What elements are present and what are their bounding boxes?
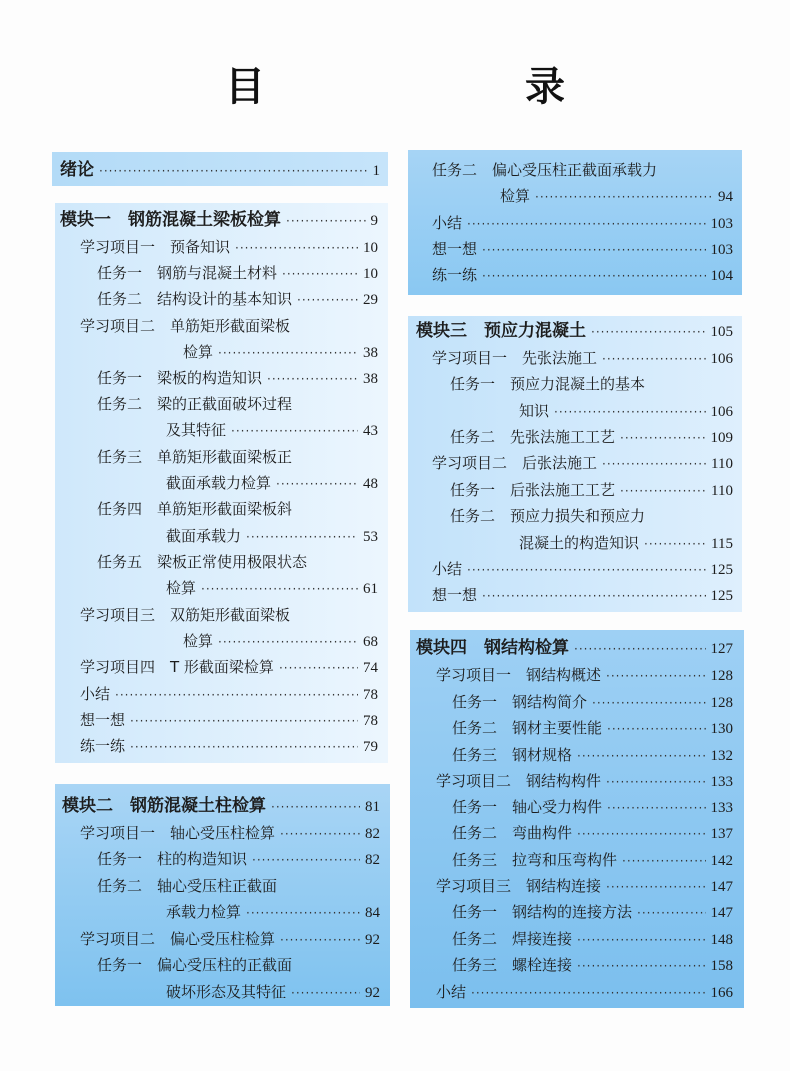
toc-entry[interactable] [432, 585, 733, 606]
toc-entry[interactable] [452, 797, 733, 818]
toc-dot-leader [280, 824, 360, 844]
toc-page-number: 84 [365, 905, 380, 921]
toc-entry-label: 任务一 钢筋与混凝土材料 [97, 264, 278, 282]
toc-entry-label: 任务一 偏心受压柱的正截面 [97, 956, 293, 974]
toc-dot-leader [482, 240, 705, 260]
toc-entry-label: 任务一 后张法施工工艺 [450, 481, 616, 499]
toc-page-number: 125 [710, 562, 733, 578]
toc-page-number: 103 [710, 242, 733, 258]
toc-dot-leader [218, 632, 358, 652]
toc-entry-label: 知识 [519, 402, 550, 420]
toc-entry[interactable] [452, 850, 733, 871]
toc-entry[interactable] [432, 348, 733, 369]
toc-page-number: 74 [363, 660, 378, 676]
toc-entry[interactable] [452, 955, 733, 976]
toc-dot-leader [246, 527, 358, 547]
toc-entry[interactable] [436, 665, 733, 686]
toc-page-number: 43 [363, 423, 378, 439]
toc-page-number: 128 [710, 695, 733, 711]
toc-entry-label: 及其特征 [166, 421, 227, 439]
toc-dot-leader [246, 903, 360, 923]
toc-entry-label: 任务二 先张法施工工艺 [450, 428, 616, 446]
toc-page-number: 92 [365, 932, 380, 948]
toc-entry-label: 任务二 预应力损失和预应力 [450, 507, 646, 525]
toc-dot-leader [267, 369, 358, 389]
toc-entry-label: 模块四 钢结构检算 [416, 638, 569, 658]
toc-entry-label: 检算 [183, 343, 214, 361]
toc-entry-label: 学习项目三 钢结构连接 [436, 877, 602, 895]
toc-entry[interactable] [80, 929, 380, 950]
toc-heading-entry[interactable] [62, 796, 380, 817]
toc-entry-label: 模块三 预应力混凝土 [416, 321, 586, 341]
toc-dot-leader [602, 349, 705, 369]
toc-page-number: 94 [718, 189, 733, 205]
toc-entry[interactable] [432, 239, 733, 260]
toc-heading-entry[interactable] [416, 638, 733, 659]
toc-dot-leader [99, 161, 368, 181]
toc-entry-label: 截面承载力检算 [166, 474, 272, 492]
toc-dot-leader [297, 290, 358, 310]
toc-entry-label: 学习项目一 预备知识 [80, 238, 231, 256]
toc-entry[interactable] [432, 559, 733, 580]
toc-page-number: 158 [710, 958, 733, 974]
toc-entry[interactable] [450, 480, 733, 501]
toc-entry[interactable] [80, 736, 378, 757]
toc-entry[interactable] [519, 533, 733, 554]
toc-page-number: 128 [710, 668, 733, 684]
toc-entry-label: 小结 [432, 214, 463, 232]
toc-dot-leader [282, 264, 358, 284]
toc-page-number: 10 [363, 240, 378, 256]
toc-page-number: 110 [711, 456, 733, 472]
toc-page-number: 10 [363, 266, 378, 282]
toc-dot-leader [252, 850, 360, 870]
toc-entry[interactable] [97, 289, 378, 310]
toc-page-number: 133 [710, 800, 733, 816]
toc-entry-label: 任务三 拉弯和压弯构件 [452, 851, 618, 869]
toc-entry-label: 检算 [166, 579, 197, 597]
toc-dot-leader [286, 211, 366, 231]
toc-entry[interactable] [452, 692, 733, 713]
toc-entry-label: 小结 [432, 560, 463, 578]
toc-page-number: 79 [363, 739, 378, 755]
toc-entry-label: 绪论 [60, 160, 94, 180]
toc-dot-leader [482, 586, 705, 606]
toc-page-number: 115 [711, 536, 733, 552]
toc-entry-label: 任务三 螺栓连接 [452, 956, 573, 974]
toc-dot-leader [280, 930, 360, 950]
toc-entry[interactable] [80, 237, 378, 258]
toc-page-number: 104 [710, 268, 733, 284]
toc-dot-leader [606, 666, 705, 686]
toc-entry[interactable] [450, 374, 733, 394]
toc-entry-label: 模块二 钢筋混凝土柱检算 [62, 796, 266, 816]
toc-entry[interactable] [97, 447, 378, 467]
toc-page-number: 82 [365, 852, 380, 868]
toc-dot-leader [291, 983, 360, 1003]
toc-entry-label: 小结 [80, 685, 111, 703]
toc-entry-label: 任务二 梁的正截面破坏过程 [97, 395, 293, 413]
toc-page-number: 142 [710, 853, 733, 869]
toc-dot-leader [467, 560, 705, 580]
toc-entry-label: 学习项目一 轴心受压柱检算 [80, 824, 276, 842]
toc-entry-label: 任务二 结构设计的基本知识 [97, 290, 293, 308]
toc-entry-label: 任务一 轴心受力构件 [452, 798, 603, 816]
toc-dot-leader [637, 903, 705, 923]
toc-dot-leader [554, 402, 705, 422]
toc-page-number: 38 [363, 345, 378, 361]
toc-dot-leader [279, 658, 358, 678]
toc-dot-leader [276, 474, 358, 494]
toc-entry-label: 任务一 柱的构造知识 [97, 850, 248, 868]
toc-dot-leader [115, 685, 358, 705]
toc-entry[interactable] [166, 473, 378, 494]
toc-dot-leader [471, 983, 705, 1003]
toc-page-number: 29 [363, 292, 378, 308]
toc-entry[interactable] [436, 876, 733, 897]
toc-entry-label: 学习项目一 钢结构概述 [436, 666, 602, 684]
toc-heading-entry[interactable] [60, 160, 380, 181]
toc-entry[interactable] [450, 427, 733, 448]
toc-entry[interactable] [166, 902, 380, 923]
toc-page-number: 127 [710, 641, 733, 657]
toc-dot-leader [467, 214, 705, 234]
toc-page-number: 110 [711, 483, 733, 499]
toc-page-number: 147 [710, 879, 733, 895]
toc-dot-leader [591, 322, 706, 342]
toc-dot-leader [130, 711, 358, 731]
toc-dot-leader [235, 238, 358, 258]
toc-entry[interactable] [97, 499, 378, 519]
toc-page-number: 137 [710, 826, 733, 842]
toc-entry[interactable] [97, 368, 378, 389]
toc-entry-label: 练一练 [80, 737, 126, 755]
toc-entry-label: 学习项目二 单筋矩形截面梁板 [80, 317, 291, 335]
toc-dot-leader [622, 851, 705, 871]
toc-dot-leader [574, 639, 706, 659]
toc-entry[interactable] [166, 578, 378, 599]
toc-dot-leader [577, 824, 705, 844]
toc-entry-label: 承载力检算 [166, 903, 242, 921]
toc-entry[interactable] [166, 982, 380, 1003]
toc-entry-label: 学习项目二 钢结构构件 [436, 772, 602, 790]
toc-dot-leader [218, 343, 358, 363]
toc-entry[interactable] [166, 420, 378, 441]
toc-entry[interactable] [452, 718, 733, 739]
toc-entry-label: 截面承载力 [166, 527, 242, 545]
toc-dot-leader [577, 930, 705, 950]
toc-dot-leader [577, 746, 705, 766]
page-title: 目 录 [225, 64, 625, 110]
toc-dot-leader [271, 797, 360, 817]
toc-heading-entry[interactable] [416, 321, 733, 342]
toc-page-number: 82 [365, 826, 380, 842]
toc-page-number: 38 [363, 371, 378, 387]
toc-page-number: 81 [365, 799, 380, 815]
toc-page-number: 125 [710, 588, 733, 604]
toc-entry-label: 破坏形态及其特征 [166, 983, 287, 1001]
toc-entry-label: 任务一 梁板的构造知识 [97, 369, 263, 387]
toc-dot-leader [592, 693, 705, 713]
toc-entry-label: 想一想 [432, 240, 478, 258]
toc-page-number: 78 [363, 713, 378, 729]
toc-entry[interactable] [97, 849, 380, 870]
toc-dot-leader [606, 772, 705, 792]
toc-entry-label: 任务一 预应力混凝土的基本 [450, 375, 646, 393]
toc-entry[interactable] [436, 982, 733, 1003]
toc-page-number: 48 [363, 476, 378, 492]
toc-page-number: 132 [710, 748, 733, 764]
toc-dot-leader [602, 454, 706, 474]
toc-entry-label: 学习项目二 偏心受压柱检算 [80, 930, 276, 948]
toc-entry[interactable] [452, 745, 733, 766]
toc-entry[interactable] [80, 657, 378, 678]
toc-entry[interactable] [436, 771, 733, 792]
toc-entry[interactable] [183, 631, 378, 652]
toc-entry-label: 检算 [183, 632, 214, 650]
toc-module-4-panel [410, 630, 744, 1008]
toc-entry-label: 任务二 焊接连接 [452, 930, 573, 948]
toc-entry[interactable] [452, 902, 733, 923]
toc-page-number: 133 [710, 774, 733, 790]
toc-entry[interactable] [432, 453, 733, 474]
toc-dot-leader [607, 719, 705, 739]
toc-page-number: 106 [710, 351, 733, 367]
toc-entry[interactable] [500, 186, 733, 207]
toc-entry-label: 检算 [500, 187, 531, 205]
toc-page-number: 68 [363, 634, 378, 650]
toc-dot-leader [620, 481, 706, 501]
toc-dot-leader [482, 266, 705, 286]
toc-page-number: 130 [710, 721, 733, 737]
toc-entry-label: 学习项目一 先张法施工 [432, 349, 598, 367]
toc-page-number: 147 [710, 905, 733, 921]
toc-entry-label: 想一想 [432, 586, 478, 604]
toc-entry[interactable] [80, 605, 378, 625]
toc-page-number: 109 [710, 430, 733, 446]
toc-entry[interactable] [519, 401, 733, 422]
toc-page-number: 92 [365, 985, 380, 1001]
toc-dot-leader [620, 428, 705, 448]
toc-entry[interactable] [97, 955, 380, 975]
toc-entry-label: 任务四 单筋矩形截面梁板斜 [97, 500, 293, 518]
toc-page-number: 106 [710, 404, 733, 420]
toc-entry[interactable] [97, 876, 380, 896]
toc-entry-label: 任务三 钢材规格 [452, 746, 573, 764]
toc-entry[interactable] [450, 506, 733, 526]
toc-entry[interactable] [80, 710, 378, 731]
toc-page-number: 166 [710, 985, 733, 1001]
toc-entry[interactable] [166, 526, 378, 547]
toc-entry[interactable] [97, 263, 378, 284]
toc-entry-label: 任务一 钢结构简介 [452, 693, 588, 711]
toc-page-number: 105 [710, 324, 733, 340]
toc-entry[interactable] [80, 823, 380, 844]
toc-entry-label: 练一练 [432, 266, 478, 284]
toc-page-number: 1 [372, 163, 380, 179]
toc-entry-label: 任务一 钢结构的连接方法 [452, 903, 633, 921]
toc-entry[interactable] [432, 265, 733, 286]
toc-entry[interactable] [80, 316, 378, 336]
toc-entry-label: 学习项目三 双筋矩形截面梁板 [80, 606, 291, 624]
toc-entry-label: 小结 [436, 983, 467, 1001]
toc-entry-label: 想一想 [80, 711, 126, 729]
toc-entry[interactable] [80, 684, 378, 705]
toc-entry-label: 任务三 单筋矩形截面梁板正 [97, 448, 293, 466]
toc-entry-label: 模块一 钢筋混凝土梁板检算 [60, 210, 281, 230]
toc-heading-entry[interactable] [60, 210, 378, 231]
toc-page-number: 103 [710, 216, 733, 232]
toc-dot-leader [535, 187, 713, 207]
toc-entry[interactable] [452, 929, 733, 950]
toc-entry-label: 混凝土的构造知识 [519, 534, 640, 552]
toc-dot-leader [644, 534, 706, 554]
toc-entry-label: 任务二 轴心受压柱正截面 [97, 877, 278, 895]
toc-dot-leader [577, 956, 705, 976]
toc-entry[interactable] [97, 552, 378, 572]
toc-page-number: 9 [370, 213, 378, 229]
toc-entry-label: 任务二 弯曲构件 [452, 824, 573, 842]
toc-page-number: 53 [363, 529, 378, 545]
toc-entry-label: 任务五 梁板正常使用极限状态 [97, 553, 308, 571]
toc-dot-leader [231, 421, 358, 441]
toc-dot-leader [201, 579, 358, 599]
toc-entry-label: 任务二 偏心受压柱正截面承载力 [432, 161, 658, 179]
toc-page-number: 78 [363, 687, 378, 703]
toc-dot-leader [130, 737, 358, 757]
toc-entry[interactable] [183, 342, 378, 363]
toc-entry[interactable] [452, 823, 733, 844]
toc-page-number: 61 [363, 581, 378, 597]
toc-dot-leader [606, 877, 705, 897]
toc-entry[interactable] [97, 394, 378, 414]
toc-entry-label: 学习项目二 后张法施工 [432, 454, 598, 472]
toc-page-number: 148 [710, 932, 733, 948]
toc-entry[interactable] [432, 213, 733, 234]
toc-entry[interactable] [432, 160, 733, 180]
toc-dot-leader [607, 798, 705, 818]
toc-entry-label: 任务二 钢材主要性能 [452, 719, 603, 737]
toc-entry-label: 学习项目四 T 形截面梁检算 [80, 658, 274, 676]
